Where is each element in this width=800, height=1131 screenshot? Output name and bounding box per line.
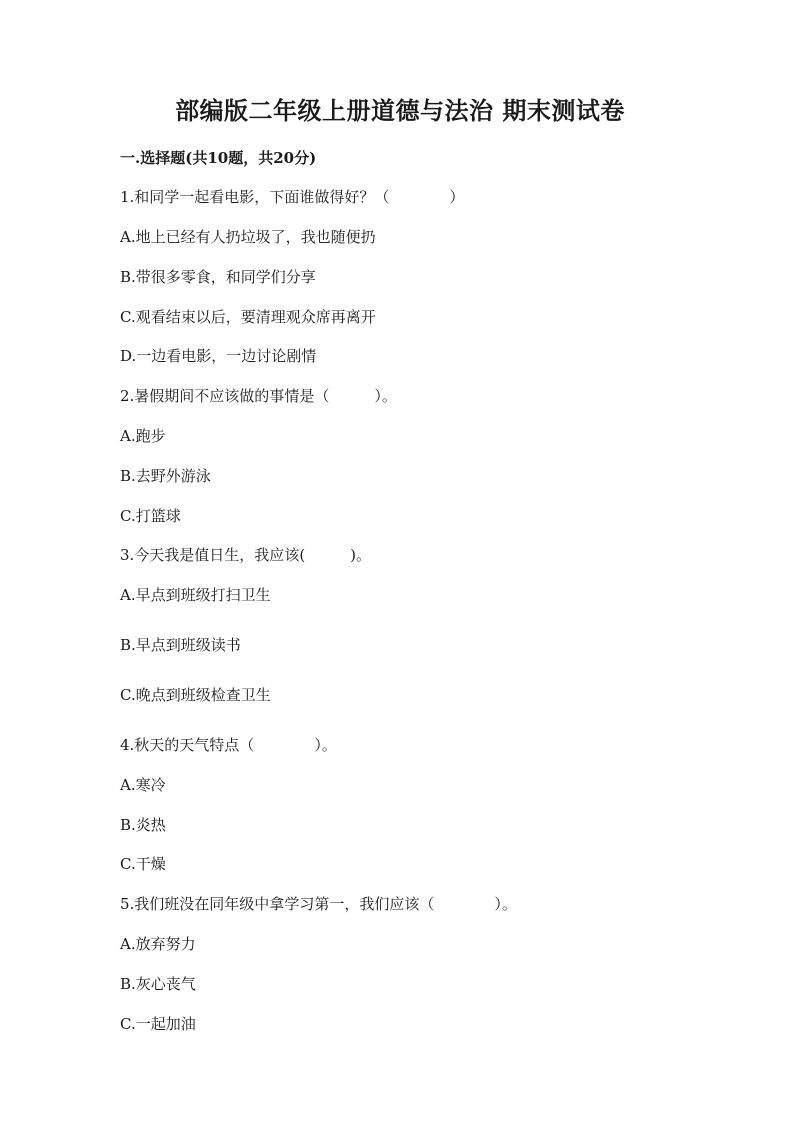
question-3-option-a[interactable]: A.早点到班级打扫卫生 [120, 586, 271, 604]
question-3-stem: 3.今天我是值日生，我应该( )。 [120, 546, 372, 564]
question-1-option-b[interactable]: B.带很多零食，和同学们分享 [120, 268, 316, 286]
question-1-option-a[interactable]: A.地上已经有人扔垃圾了，我也随便扔 [120, 228, 376, 246]
question-2-option-b[interactable]: B.去野外游泳 [120, 467, 211, 485]
question-1-stem: 1.和同学一起看电影，下面谁做得好？（ ） [120, 188, 465, 206]
question-2-stem: 2.暑假期间不应该做的事情是（ ）。 [120, 387, 397, 405]
question-5-stem: 5.我们班没在同年级中拿学习第一，我们应该（ ）。 [120, 895, 517, 913]
question-5-option-b[interactable]: B.灰心丧气 [120, 975, 196, 993]
question-4-stem: 4.秋天的天气特点（ ）。 [120, 736, 337, 754]
question-2-option-a[interactable]: A.跑步 [120, 427, 166, 445]
question-3-option-c[interactable]: C.晚点到班级检查卫生 [120, 686, 271, 704]
question-5-option-c[interactable]: C.一起加油 [120, 1015, 196, 1033]
section-heading: 一.选择题(共10题，共20分) [120, 149, 317, 167]
question-3-option-b[interactable]: B.早点到班级读书 [120, 636, 241, 654]
page-title: 部编版二年级上册道德与法治 期末测试卷 [175, 96, 625, 125]
question-1-option-d[interactable]: D.一边看电影，一边讨论剧情 [120, 347, 317, 365]
question-1-option-c[interactable]: C.观看结束以后，要清理观众席再离开 [120, 308, 376, 326]
question-4-option-b[interactable]: B.炎热 [120, 816, 166, 834]
question-5-option-a[interactable]: A.放弃努力 [120, 935, 196, 953]
question-2-option-c[interactable]: C.打篮球 [120, 507, 181, 525]
question-4-option-a[interactable]: A.寒冷 [120, 776, 166, 794]
question-4-option-c[interactable]: C.干燥 [120, 855, 166, 873]
